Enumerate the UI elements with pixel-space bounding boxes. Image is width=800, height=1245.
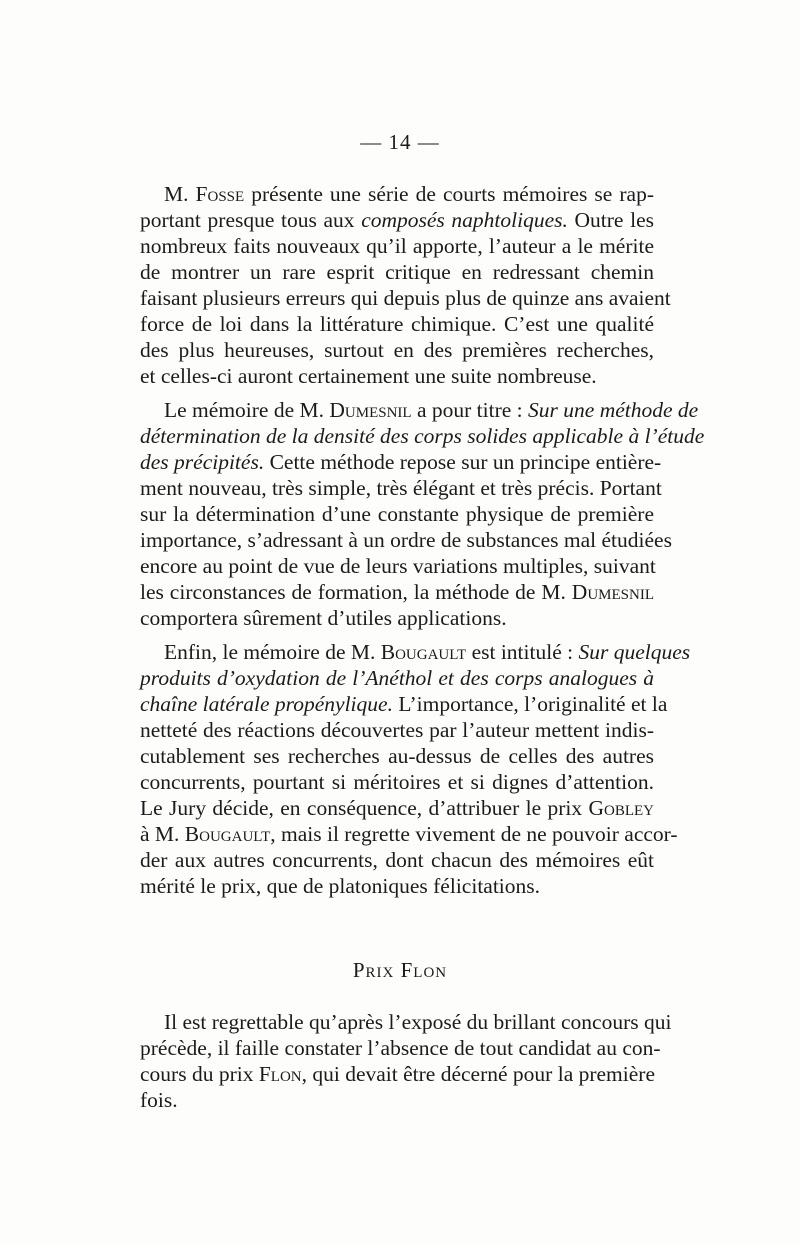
text-run: des plus heureuses, surtout en des premières recherches, bbox=[140, 338, 654, 362]
text-run: sur la détermination d’une constante physique de première bbox=[140, 502, 654, 526]
text-run: comportera sûrement d’utiles applications. bbox=[140, 606, 507, 630]
text-run: de montrer un rare esprit critique en redressant chemin bbox=[140, 260, 654, 284]
text-line bbox=[140, 604, 654, 632]
text-run: Enfin, le mémoire de M. bbox=[164, 640, 381, 664]
text-run: , qui devait être décerné pour la première bbox=[301, 1062, 655, 1086]
text-run: mérité le prix, que de platoniques félicitations. bbox=[140, 874, 541, 898]
text-line bbox=[140, 474, 662, 502]
text-run: les circonstances de formation, la méthode de M. bbox=[140, 580, 572, 604]
text-line bbox=[140, 422, 705, 450]
text-line bbox=[140, 500, 654, 528]
text-run: importance, s’adressant à un ordre de substances mal étudiées bbox=[140, 528, 672, 552]
text-line bbox=[140, 258, 654, 286]
italic-text: produits d’oxydation de l’Anéthol et des corps analogues à bbox=[140, 666, 654, 690]
text-line bbox=[140, 768, 654, 796]
text-run: Outre les bbox=[567, 208, 654, 232]
text-line bbox=[140, 232, 654, 260]
text-line bbox=[164, 1008, 672, 1036]
text-line bbox=[164, 396, 699, 424]
name-smallcaps: Dumesnil bbox=[571, 580, 654, 604]
text-line bbox=[140, 206, 654, 234]
text-run: force de loi dans la littérature chimique. C’est une qualité bbox=[140, 312, 654, 336]
name-smallcaps: Bougault bbox=[184, 822, 271, 846]
name-smallcaps: Fosse bbox=[195, 182, 245, 206]
text-run: à M. bbox=[140, 822, 185, 846]
italic-text: détermination de la densité des corps solides applicable à l’étude bbox=[140, 424, 705, 448]
text-line bbox=[140, 1034, 661, 1062]
section-heading: Prix Flon bbox=[352, 958, 448, 982]
text-run: encore au point de vue de leurs variations multiples, suivant bbox=[140, 554, 656, 578]
page-number: — 14 — bbox=[360, 130, 440, 154]
italic-text: Sur quelques bbox=[578, 640, 691, 664]
italic-text: composés naphtoliques. bbox=[361, 208, 568, 232]
text-line bbox=[140, 690, 668, 718]
text-line bbox=[140, 846, 654, 874]
text-run: présente une série de courts mémoires se rap- bbox=[244, 182, 654, 206]
text-run: cutablement ses recherches au-dessus de celles des autres bbox=[140, 744, 654, 768]
text-line bbox=[140, 820, 678, 848]
text-run: M. bbox=[164, 182, 196, 206]
text-run: portant presque tous aux bbox=[140, 208, 362, 232]
italic-text: Sur une méthode de bbox=[528, 398, 699, 422]
text-run: , mais il regrette vivement de ne pouvoir accor- bbox=[270, 822, 678, 846]
text-run: est intitulé : bbox=[466, 640, 579, 664]
text-run: et celles-ci auront certainement une suite nombreuse. bbox=[140, 364, 597, 388]
text-run: Il est regrettable qu’après l’exposé du brillant concours qui bbox=[164, 1010, 672, 1034]
name-smallcaps: Flon bbox=[258, 1062, 302, 1086]
name-smallcaps: Dumesnil bbox=[329, 398, 412, 422]
text-line bbox=[140, 664, 654, 692]
text-line bbox=[140, 742, 654, 770]
text-line bbox=[140, 578, 654, 606]
text-run: faisant plusieurs erreurs qui depuis plus de quinze ans avaient bbox=[140, 286, 671, 310]
text-line bbox=[140, 362, 654, 390]
italic-text: des précipités. bbox=[140, 450, 265, 474]
text-run: a pour titre : bbox=[411, 398, 529, 422]
text-run: nombreux faits nouveaux qu’il apporte, l’auteur a le mérite bbox=[140, 234, 654, 258]
text-line bbox=[140, 310, 654, 338]
text-run: netteté des réactions découvertes par l’auteur mettent indis- bbox=[140, 718, 654, 742]
name-smallcaps: Bougault bbox=[380, 640, 467, 664]
text-line bbox=[164, 180, 654, 208]
text-line bbox=[140, 872, 654, 900]
text-run: L’importance, l’originalité et la bbox=[392, 692, 668, 716]
text-run: fois. bbox=[140, 1088, 178, 1112]
name-smallcaps: Gobley bbox=[588, 796, 654, 820]
text-line bbox=[140, 448, 662, 476]
text-run: Le mémoire de M. bbox=[164, 398, 330, 422]
text-run: Cette méthode repose sur un principe entière- bbox=[264, 450, 662, 474]
text-line bbox=[140, 336, 654, 364]
text-line bbox=[140, 552, 654, 580]
text-line bbox=[140, 716, 654, 744]
text-line bbox=[140, 1086, 654, 1114]
text-run: concurrents, pourtant si méritoires et si dignes d’attention. bbox=[140, 770, 654, 794]
text-line bbox=[164, 638, 691, 666]
text-line bbox=[140, 526, 672, 554]
text-line bbox=[140, 794, 654, 822]
italic-text: chaîne latérale propénylique. bbox=[140, 692, 393, 716]
text-run: Le Jury décide, en conséquence, d’attribuer le prix bbox=[140, 796, 589, 820]
text-run: ment nouveau, très simple, très élégant et très précis. Portant bbox=[140, 476, 662, 500]
text-run: der aux autres concurrents, dont chacun des mémoires eût bbox=[140, 848, 654, 872]
text-run: cours du prix bbox=[140, 1062, 259, 1086]
text-line bbox=[140, 1060, 654, 1088]
text-run: précède, il faille constater l’absence de tout candidat au con- bbox=[140, 1036, 661, 1060]
text-line bbox=[140, 284, 671, 312]
